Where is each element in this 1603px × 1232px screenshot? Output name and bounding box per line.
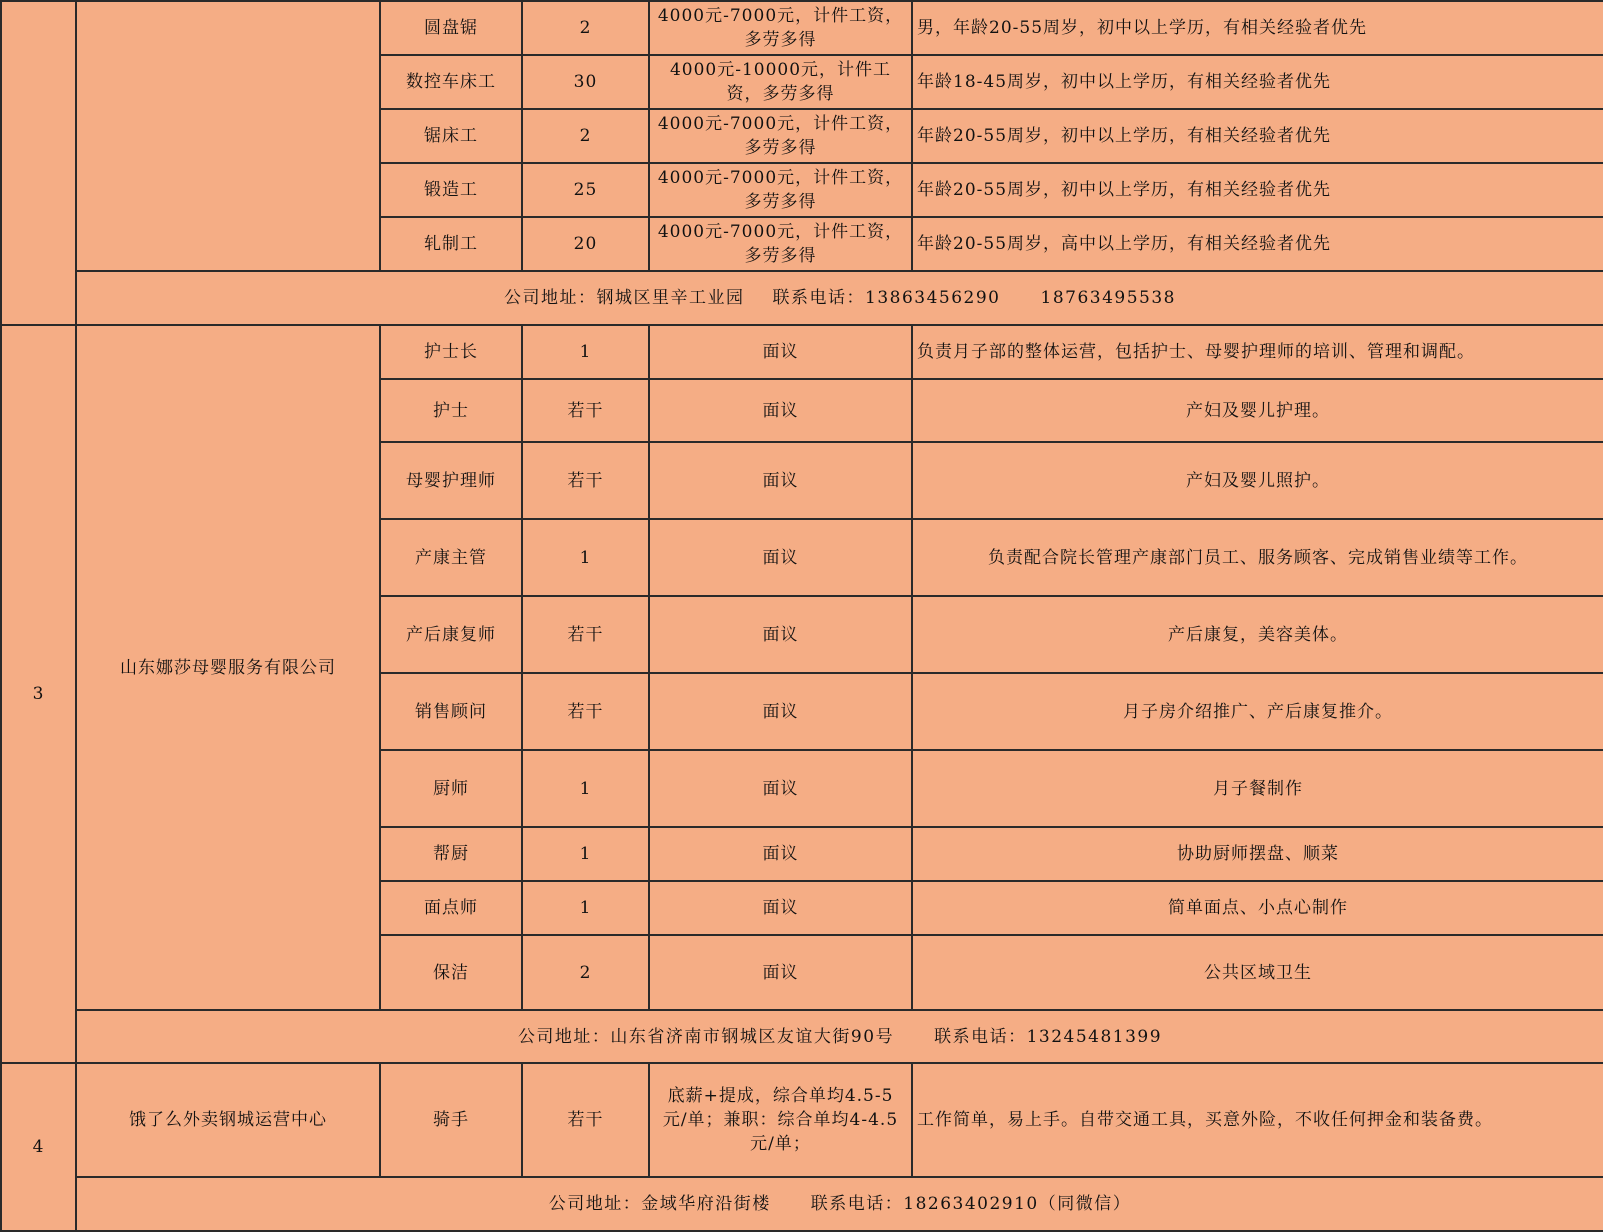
salary-cell: 面议 xyxy=(649,827,912,881)
salary-cell: 4000元-7000元，计件工资，多劳多得 xyxy=(649,109,912,163)
count-cell: 1 xyxy=(522,519,649,596)
salary-cell: 面议 xyxy=(649,325,912,379)
requirement-cell: 年龄20-55周岁，高中以上学历，有相关经验者优先 xyxy=(912,217,1603,271)
count-cell: 20 xyxy=(522,217,649,271)
position-cell: 数控车床工 xyxy=(380,55,522,109)
salary-cell: 4000元-10000元，计件工资，多劳多得 xyxy=(649,55,912,109)
count-cell: 1 xyxy=(522,827,649,881)
salary-cell: 面议 xyxy=(649,519,912,596)
salary-cell: 底薪+提成，综合单均4.5-5元/单；兼职：综合单均4-4.5元/单； xyxy=(649,1063,912,1177)
requirement-cell: 年龄18-45周岁，初中以上学历，有相关经验者优先 xyxy=(912,55,1603,109)
contact-row xyxy=(1,1010,1603,1063)
count-cell: 若干 xyxy=(522,1063,649,1177)
salary-cell: 面议 xyxy=(649,881,912,935)
index-cell: 4 xyxy=(1,1063,76,1231)
count-cell: 25 xyxy=(522,163,649,217)
position-cell: 护士 xyxy=(380,379,522,442)
requirement-cell: 年龄20-55周岁，初中以上学历，有相关经验者优先 xyxy=(912,163,1603,217)
position-cell: 护士长 xyxy=(380,325,522,379)
salary-cell: 面议 xyxy=(649,750,912,827)
position-cell: 产康主管 xyxy=(380,519,522,596)
position-cell: 产后康复师 xyxy=(380,596,522,673)
contact-cell xyxy=(76,271,1603,325)
salary-cell: 面议 xyxy=(649,596,912,673)
count-cell: 1 xyxy=(522,750,649,827)
salary-cell: 面议 xyxy=(649,379,912,442)
position-cell: 保洁 xyxy=(380,935,522,1010)
count-cell: 2 xyxy=(522,935,649,1010)
contact-cell xyxy=(76,1010,1603,1063)
requirement-cell: 产后康复，美容美体。 xyxy=(912,596,1603,673)
count-cell: 1 xyxy=(522,881,649,935)
position-cell: 厨师 xyxy=(380,750,522,827)
requirement-cell: 协助厨师摆盘、顺菜 xyxy=(912,827,1603,881)
requirement-cell: 负责月子部的整体运营，包括护士、母婴护理师的培训、管理和调配。 xyxy=(912,325,1603,379)
company-cell: 山东娜莎母婴服务有限公司 xyxy=(76,325,380,1010)
salary-cell: 面议 xyxy=(649,935,912,1010)
company-phone: 联系电话：13863456290 xyxy=(772,288,1001,308)
company-phone-2: 18763495538 xyxy=(1040,288,1176,308)
count-cell: 1 xyxy=(522,325,649,379)
table-row xyxy=(1,1,1603,55)
position-cell: 圆盘锯 xyxy=(380,1,522,55)
requirement-cell: 简单面点、小点心制作 xyxy=(912,881,1603,935)
index-cell: 3 xyxy=(1,325,76,1063)
company-cell: 饿了么外卖钢城运营中心 xyxy=(76,1063,380,1177)
position-cell: 销售顾问 xyxy=(380,673,522,750)
salary-cell: 面议 xyxy=(649,442,912,519)
requirement-cell: 工作简单，易上手。自带交通工具，买意外险，不收任何押金和装备费。 xyxy=(912,1063,1603,1177)
company-cell xyxy=(76,1,380,271)
requirement-cell: 年龄20-55周岁，初中以上学历，有相关经验者优先 xyxy=(912,109,1603,163)
position-cell: 锻造工 xyxy=(380,163,522,217)
company-address: 公司地址：山东省济南市钢城区友谊大街90号 xyxy=(517,1026,895,1047)
contact-row xyxy=(1,1177,1603,1231)
count-cell: 若干 xyxy=(522,442,649,519)
salary-cell: 4000元-7000元，计件工资，多劳多得 xyxy=(649,217,912,271)
salary-cell: 面议 xyxy=(649,673,912,750)
requirement-cell: 公共区域卫生 xyxy=(912,935,1603,1010)
company-address: 公司地址：金域华府沿街楼 xyxy=(548,1194,771,1214)
requirement-cell: 负责配合院长管理产康部门员工、服务顾客、完成销售业绩等工作。 xyxy=(912,519,1603,596)
contact-cell xyxy=(76,1177,1603,1231)
salary-cell: 4000元-7000元，计件工资，多劳多得 xyxy=(649,1,912,55)
index-cell xyxy=(1,1,76,325)
contact-row xyxy=(1,271,1603,325)
requirement-cell: 男，年龄20-55周岁，初中以上学历，有相关经验者优先 xyxy=(912,1,1603,55)
count-cell: 若干 xyxy=(522,596,649,673)
count-cell: 2 xyxy=(522,1,649,55)
requirement-cell: 月子餐制作 xyxy=(912,750,1603,827)
position-cell: 锯床工 xyxy=(380,109,522,163)
requirement-cell: 月子房介绍推广、产后康复推介。 xyxy=(912,673,1603,750)
position-cell: 帮厨 xyxy=(380,827,522,881)
company-address: 公司地址：钢城区里辛工业园 xyxy=(504,288,745,308)
position-cell: 面点师 xyxy=(380,881,522,935)
company-phone: 联系电话：13245481399 xyxy=(934,1026,1163,1047)
count-cell: 30 xyxy=(522,55,649,109)
count-cell: 若干 xyxy=(522,379,649,442)
company-phone: 联系电话：18263402910（同微信） xyxy=(810,1194,1132,1214)
count-cell: 2 xyxy=(522,109,649,163)
salary-cell: 4000元-7000元，计件工资，多劳多得 xyxy=(649,163,912,217)
table-row xyxy=(1,1063,1603,1177)
requirement-cell: 产妇及婴儿照护。 xyxy=(912,442,1603,519)
position-cell: 母婴护理师 xyxy=(380,442,522,519)
position-cell: 骑手 xyxy=(380,1063,522,1177)
requirement-cell: 产妇及婴儿护理。 xyxy=(912,379,1603,442)
table-row xyxy=(1,325,1603,379)
position-cell: 轧制工 xyxy=(380,217,522,271)
count-cell: 若干 xyxy=(522,673,649,750)
